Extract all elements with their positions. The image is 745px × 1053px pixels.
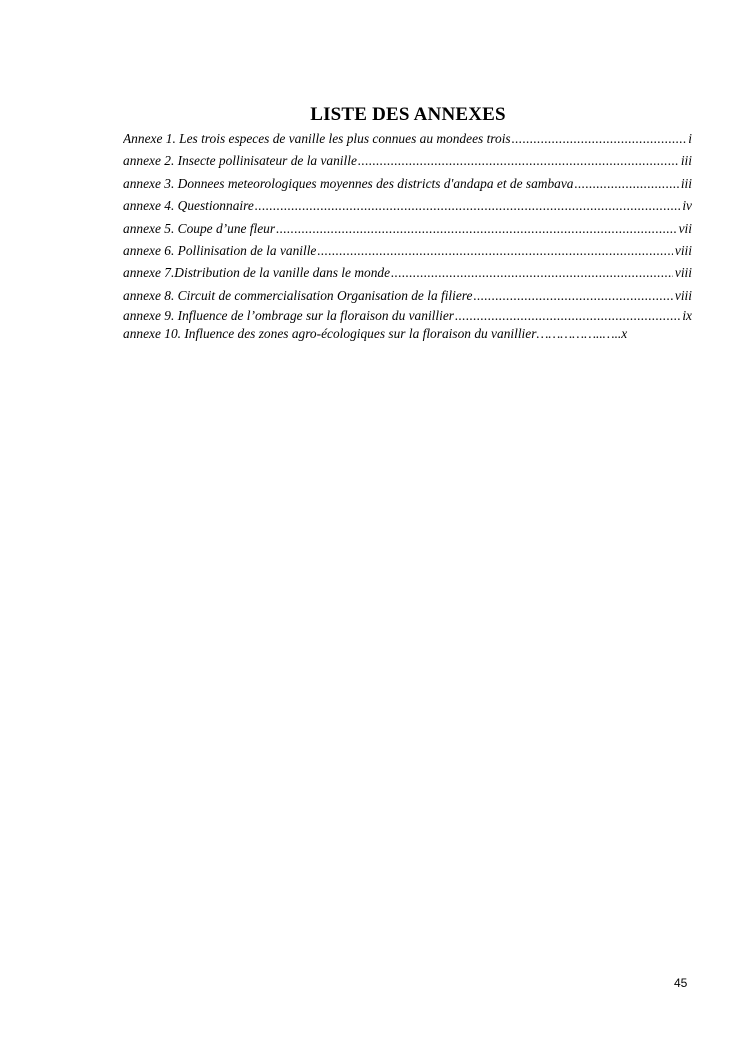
toc-entry-9[interactable] (123, 307, 692, 325)
toc-entry-10[interactable] (123, 325, 692, 343)
toc-list (123, 128, 692, 343)
toc-entry-page: viii (674, 265, 692, 281)
toc-entry-label: annexe 3. Donnees meteorologiques moyennes des districts d'andapa et de sambava (123, 175, 574, 191)
toc-entry-2[interactable] (123, 150, 692, 172)
page-number: 45 (674, 976, 688, 990)
toc-entry-label: annexe 5. Coupe d’une fleur (123, 220, 276, 236)
toc-entry-label: annexe 4. Questionnaire (123, 198, 254, 214)
toc-entry-8[interactable] (123, 285, 692, 307)
toc-entry-page: ix (682, 308, 692, 324)
toc-leader-dots (391, 262, 673, 284)
toc-leader-dots (575, 173, 679, 195)
toc-entry-page: vii (678, 220, 692, 236)
toc-entry-3[interactable] (123, 173, 692, 195)
toc-leader-dots (512, 128, 687, 150)
toc-entry-page: iii (680, 175, 692, 191)
toc-entry-label: annexe 9. Influence de l’ombrage sur la floraison du vanillier (123, 308, 454, 324)
toc-entry-7[interactable] (123, 262, 692, 284)
toc-entry-label: annexe 8. Circuit de commercialisation Organisation de la filiere (123, 287, 473, 303)
toc-leader-text: ……………..….. (536, 326, 622, 342)
toc-entry-1[interactable] (123, 128, 692, 150)
toc-entry-page: i (688, 131, 692, 146)
toc-entry-label: annexe 7.Distribution de la vanille dans le monde (123, 265, 391, 281)
toc-leader-dots (317, 240, 673, 262)
toc-leader-dots (455, 307, 680, 325)
toc-entry-4[interactable] (123, 195, 692, 217)
toc-entry-page: iii (680, 153, 692, 169)
toc-entry-label: annexe 6. Pollinisation de la vanille (123, 242, 317, 258)
toc-entry-5[interactable] (123, 218, 692, 240)
toc-entry-page: viii (674, 287, 692, 303)
toc-leader-dots (276, 218, 677, 240)
toc-entry-label: annexe 2. Insecte pollinisateur de la vanille (123, 153, 357, 169)
toc-entry-6[interactable] (123, 240, 692, 262)
toc-entry-page: viii (674, 242, 692, 258)
toc-leader-dots (473, 285, 672, 307)
toc-entry-page: iv (682, 198, 692, 214)
toc-entry-label: Annexe 1. Les trois especes de vanille les plus connues au mondees trois (123, 131, 511, 146)
toc-leader-dots (255, 195, 681, 217)
toc-leader-dots (358, 150, 679, 172)
toc-entry-page: x (621, 326, 628, 342)
page-title: LISTE DES ANNEXES (310, 104, 506, 125)
toc-entry-label: annexe 10. Influence des zones agro-écologiques sur la floraison du vanillier (123, 326, 537, 342)
